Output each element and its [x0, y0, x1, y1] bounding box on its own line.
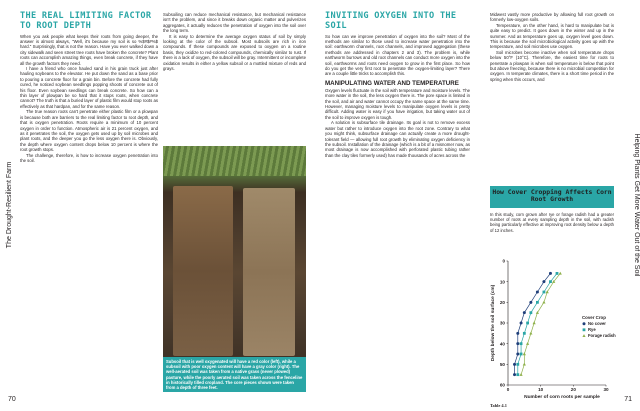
heading-inviting-oxygen: INVITING OXYGEN INTO THE SOIL [325, 11, 457, 31]
legend-title: Cover Crop [582, 315, 606, 320]
paragraph: A solution is subsurface tile drainage. Its goal is not to remove excess water but rather to introduce oxygen into the root zone. Contrary to what you might think, subsurface drainage can actually create a more drought-tolerant field — allowing full root growth by eliminating oxygen deficiency in the subsoil. Installation of the drainage (which is a bit of a misnomer now, as most drainage is now accomplished with perforated plastic tubing rather than the clay tiles formerly used) has made thousands of acres across the [325, 120, 470, 158]
data-point [529, 301, 532, 304]
y-tick-label: 50 [499, 361, 505, 367]
series-line-0 [515, 273, 551, 374]
data-point [516, 353, 519, 356]
x-tick-label: 20 [570, 387, 576, 392]
data-point [526, 342, 529, 345]
data-point [516, 363, 519, 366]
data-point [516, 332, 519, 335]
paragraph: The true reason roots can't penetrate either plastic film or a plowpan is because both are barriers to the real limiting factor to root depth, and that is oxygen penetration. Roots require a minimum of 10 percent oxygen in order to function. Atmospheric air is 21 percent oxygen, and as it penetrates the soil, the oxygen gets used up by soil microbes and plant roots, and the deeper you go the less oxygen there is. Obviously, the depth where oxygen content drops below 10 percent is where the root growth stops. [20, 109, 158, 153]
x-axis-label: Number of corn roots per sample [524, 395, 600, 400]
paragraph: I have a friend who once hauled sand in his grain truck just after hauling soybeans to the elevator. He put down the sand as a base prior to pouring a concrete floor for a grain bin. Before the concrete had fully cured, he noticed soybean seedlings popping shoots of concrete out of his floor. Even soybean seedlings can break concrete. So how can a thin layer of plowpan be so hard that it stops roots, when concrete cannot? The truth is that a buried layer of plastic film would stop roots as effectively as that hardpan, and for the same reason. [20, 66, 158, 109]
data-point [523, 311, 526, 314]
table-label: Table 4.1 [490, 403, 507, 408]
grass-image-area [163, 146, 306, 176]
chart-title: How Cover Cropping Affects Corn Root Growth [490, 186, 614, 208]
heading-limiting-factor: THE REAL LIMITING FACTOR TO ROOT DEPTH [20, 11, 152, 31]
legend-marker [583, 322, 586, 325]
paragraph: It is easy to determine the average oxygen status of soil by simply looking at the color of the subsoil. Most subsoils are rich in iron compounds. If these compounds are exposed to oxygen on a routine basis, they oxidize to red-colored compounds, chemically similar to rust. If there is a lack of oxygen, the subsoil will be gray. Intermittent or incomplete oxidation results in either a yellow subsoil or a mottled mixture of reds and grays. [163, 33, 306, 72]
data-point [533, 321, 536, 324]
data-point [520, 342, 523, 345]
data-point [526, 322, 529, 325]
data-point [513, 363, 516, 366]
running-head-left: The Drought-Resilient Farm [6, 161, 13, 249]
page-number-left: 70 [8, 396, 16, 403]
root-growth-chart [488, 255, 616, 401]
paragraph: Subsoiling can reduce mechanical resistance, but mechanical resistance isn't the problem, and since it breaks down organic matter and pulverizes aggregates, it actually reduces the penetration of oxygen into the soil over the long term. [163, 12, 306, 34]
data-point [549, 280, 552, 283]
paragraph: Temperature, on the other hand, is hard to manipulate but is quite easy to predict. It goes down in the winter and up in the summer. And as temperature goes up, oxygen level goes down. This is because the soil microbiological activity goes up with the temperature, and soil microbes use oxygen. [490, 22, 614, 50]
data-point [520, 322, 523, 325]
running-head-right: Helping Plants Get More Water Out of the Soil [633, 133, 640, 277]
data-point [559, 272, 562, 275]
data-point [542, 280, 545, 283]
data-point [529, 332, 532, 335]
y-tick-label: 40 [499, 341, 505, 347]
photo-caption: Subsoil that is well oxygenated will have a red color (left), while a subsoil with poor oxygen content will have a gray color (right). The well-aerated soil was taken from a native grass (never plowed) pasture, while the poorly aerated soil was taken across the fenceline in historically tilled cropland. The core pieces shown were taken from a depth of three feet. [163, 357, 306, 392]
y-tick-label: 20 [499, 299, 505, 305]
x-tick-label: 30 [603, 387, 609, 392]
paragraph: Midwest vastly more productive by allowing full root growth on formerly low-oxygen soils. [490, 12, 614, 23]
data-point [513, 373, 516, 376]
subsoil-photo [163, 146, 306, 357]
gray-soil-core [243, 188, 295, 356]
paragraph: Soil microbes become inactive when soil temperature drops below 50°F (10°C). Therefore, the easiest time for roots to penetrate a plowpan is when soil temperature is below that point but above freezing, because there is no microbial competition for oxygen. In temperate climates, there is a short time period in the spring when this occurs, and [490, 49, 614, 82]
data-point [520, 353, 523, 356]
legend-entry: Forage radish [588, 333, 616, 338]
column-1 [20, 12, 158, 163]
data-point [529, 311, 532, 314]
data-point [519, 373, 522, 376]
paragraph: So how can we improve penetration of oxygen into the soil? Most of the methods are similar to those used to increase water penetration into the soil: earthworm channels, root channels, and improved aggregation (these methods are addressed in chapters 2 and 3). The problem is, while earthworm burrows and old root channels can conduct more oxygen into the soil, earthworms and roots need oxygen to grow in the first place. So how do you get the very first root to penetrate the oxygen-limiting layer? There are a couple little tricks to accomplish this. [325, 33, 470, 77]
paragraph: The challenge, therefore, is how to increase oxygen penetration into the soil. [20, 152, 158, 163]
legend-entry: Rye [588, 327, 596, 332]
data-point [556, 272, 559, 275]
data-point [542, 301, 545, 304]
legend-entry: No cover [588, 321, 606, 326]
paragraph: When you ask people what keeps their roots from going deeper, the answer is almost always, "Well, it's because my soil is so %$#$#%$ hard." Surprisingly, that is not the reason. Have you ever walked down a city sidewalk and seen street tree roots have broken the concrete? Plant roots can accomplish amazing things, even break concrete, if they have all the growth factors they need. [20, 33, 158, 66]
y-tick-label: 60 [499, 382, 505, 388]
data-point [523, 352, 526, 355]
y-axis-label: Depth below the soil surface (cm) [491, 284, 496, 362]
column-3 [325, 12, 470, 158]
series-line-1 [518, 273, 557, 374]
data-point [549, 272, 552, 275]
legend-marker [582, 334, 585, 337]
data-point [523, 363, 526, 366]
data-point [536, 301, 539, 304]
subheading-water-temperature: MANIPULATING WATER AND TEMPERATURE [325, 79, 459, 87]
x-tick-label: 0 [506, 387, 510, 392]
data-point [516, 373, 519, 376]
data-point [516, 342, 519, 345]
red-soil-core [173, 186, 233, 356]
column-2 [163, 12, 306, 71]
chart-intro-text: In this study, corn grown after rye or forage radish had a greater number of roots at every sampling depth in the soil, with radish being particularly effective at improving root density below a depth of 12 inches. [490, 212, 614, 233]
data-point [523, 332, 526, 335]
y-tick-label: 30 [499, 320, 505, 326]
data-point [536, 291, 539, 294]
legend-marker [583, 328, 586, 331]
data-point [543, 291, 546, 294]
paragraph: Oxygen levels fluctuate in the soil with temperature and moisture levels. The more water in the soil, the less oxygen there is. The pore space is limited in the soil, and air and water cannot occupy the same space at the same time. However, managing moisture levels to manipulate oxygen levels is pretty difficult. Adding water is easy if you have irrigation, but taking water out of the soil to improve oxygen is tough. [325, 87, 470, 120]
y-tick-label: 0 [502, 258, 505, 264]
y-tick-label: 10 [499, 279, 505, 285]
page-number-right: 71 [624, 396, 632, 403]
x-tick-label: 10 [538, 387, 544, 392]
column-4 [490, 12, 614, 82]
